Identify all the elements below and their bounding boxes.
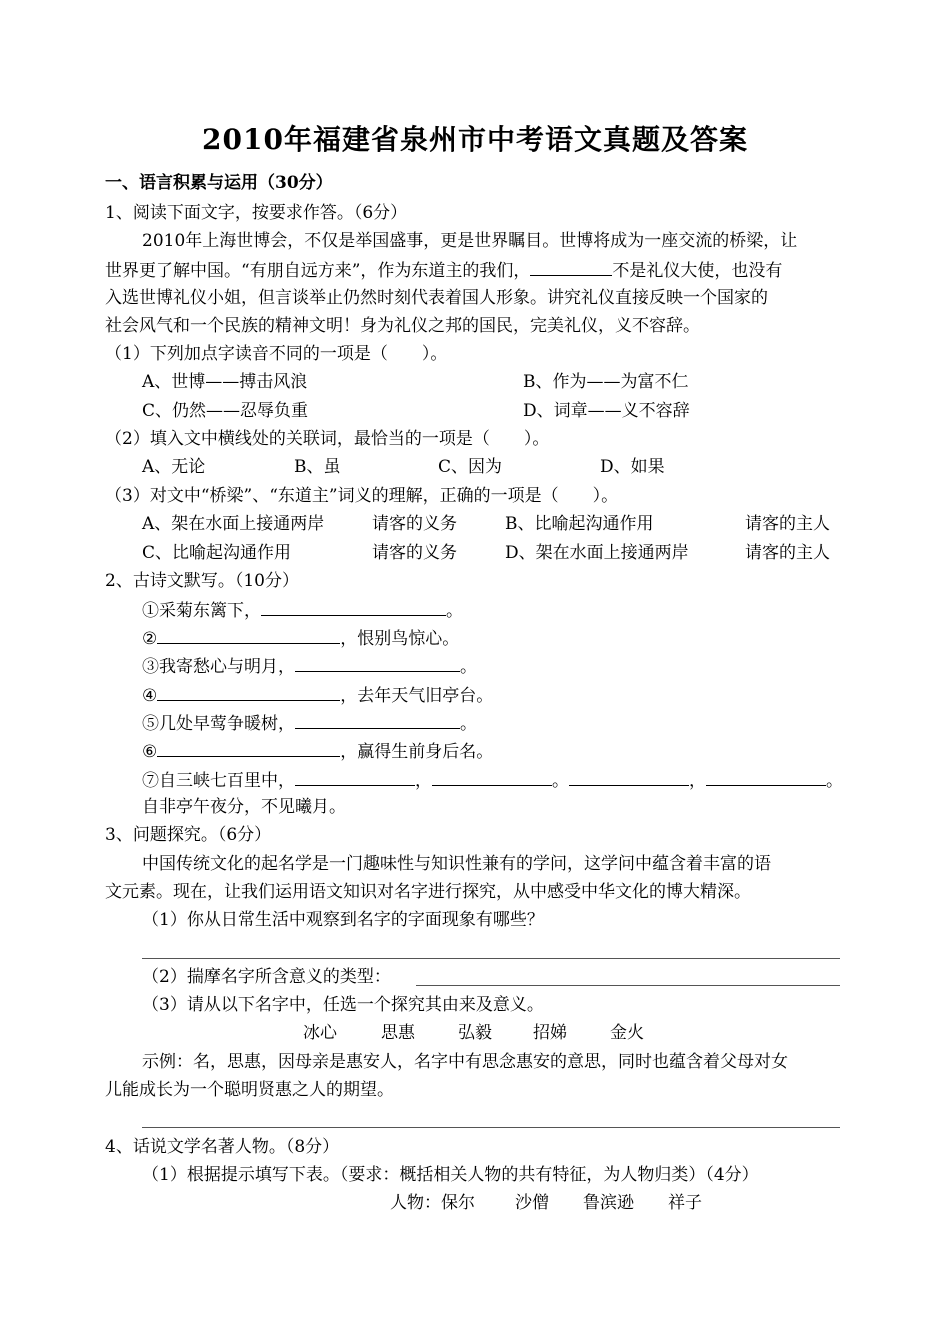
q1-sub3-option-b[interactable]: B、比喻起沟通作用 xyxy=(505,514,654,534)
q1-para-line-3: 入选世博礼仪小姐，但言谈举止仍然时刻代表着国人形象。讲究礼仪直接反映一个国家的 xyxy=(105,288,768,308)
q1-sub2-option-d[interactable]: D、如果 xyxy=(600,457,665,477)
q1-sub2-option-c[interactable]: C、因为 xyxy=(438,457,503,477)
q3-name-1: 冰心 xyxy=(303,1023,337,1043)
q3-sub1-answer-line[interactable] xyxy=(142,958,840,959)
q2-item-7-blank-2[interactable] xyxy=(432,769,552,786)
q1-sub3-option-b-meaning: 请客的主人 xyxy=(745,514,830,534)
q1-sub3-option-c[interactable]: C、比喻起沟通作用 xyxy=(142,543,292,563)
q1-sub3-option-a-meaning: 请客的义务 xyxy=(372,514,457,534)
q2-item-2: ② ，恨别鸟惊心。 xyxy=(142,629,460,649)
q1-sub3-option-a[interactable]: A、架在水面上接通两岸 xyxy=(142,514,325,534)
page-title: 2010年福建省泉州市中考语文真题及答案 xyxy=(202,123,748,156)
q3-sub1: （1）你从日常生活中观察到名字的字面现象有哪些？ xyxy=(142,910,544,930)
q2-item-7-blank-3[interactable] xyxy=(569,769,689,786)
q1-sub3: （3）对文中“桥梁”、“东道主”词义的理解，正确的一项是（ ）。 xyxy=(105,486,619,506)
q4-person-2: 沙僧 xyxy=(515,1193,549,1213)
q2-item-2-blank[interactable] xyxy=(157,627,340,644)
q2-header: 2、古诗文默写。（10分） xyxy=(105,571,299,591)
q3-name-5: 金火 xyxy=(610,1023,644,1043)
q2-item-1: ①采菊东篱下， 。 xyxy=(142,601,463,621)
q4-person-4: 祥子 xyxy=(668,1193,702,1213)
q2-item-7-tail: 自非亭午夜分，不见曦月。 xyxy=(142,797,346,817)
q1-sub3-option-d[interactable]: D、架在水面上接通两岸 xyxy=(505,543,689,563)
q1-sub1-option-c[interactable]: C、仍然——忍辱负重 xyxy=(142,401,309,421)
q1-sub2-option-a[interactable]: A、无论 xyxy=(142,457,206,477)
q3-name-2: 思惠 xyxy=(381,1023,415,1043)
q2-item-6: ⑥ ，赢得生前身后名。 xyxy=(142,742,494,762)
q3-sub2: （2）揣摩名字所含意义的类型： xyxy=(142,967,391,987)
q2-item-3-blank[interactable] xyxy=(295,655,460,672)
q3-sub3-answer-line[interactable] xyxy=(142,1127,840,1128)
q3-name-3: 弘毅 xyxy=(458,1023,492,1043)
q2-item-1-blank[interactable] xyxy=(261,599,446,616)
q2-item-4-blank[interactable] xyxy=(157,684,340,701)
q3-sub3: （3）请从以下名字中，任选一个探究其由来及意义。 xyxy=(142,995,544,1015)
q1-sub2: （2）填入文中横线处的关联词，最恰当的一项是（ ）。 xyxy=(105,429,550,449)
q1-sub2-option-b[interactable]: B、虽 xyxy=(294,457,341,477)
q2-item-5: ⑤几处早莺争暖树， 。 xyxy=(142,714,477,734)
q1-para-line-1: 2010年上海世博会，不仅是举国盛事，更是世界瞩目。世博将成为一座交流的桥梁，让 xyxy=(142,231,798,251)
q1-sub3-option-d-meaning: 请客的主人 xyxy=(745,543,830,563)
q1-para-line-2: 世界更了解中国。“有朋自远方来”，作为东道主的我们， 不是礼仪大使，也没有 xyxy=(105,261,783,281)
q4-header: 4、话说文学名著人物。（8分） xyxy=(105,1137,340,1157)
section-heading: 一、语言积累与运用（30分） xyxy=(105,173,333,193)
q2-item-7-blank-4[interactable] xyxy=(706,769,826,786)
q2-item-5-blank[interactable] xyxy=(295,712,460,729)
q3-name-4: 招娣 xyxy=(533,1023,567,1043)
q1-sub1-option-b[interactable]: B、作为——为富不仁 xyxy=(523,372,689,392)
q4-people-label: 人物：保尔 xyxy=(390,1193,475,1213)
q1-fill-blank[interactable] xyxy=(530,259,612,276)
q2-item-7-blank-1[interactable] xyxy=(295,769,415,786)
q3-para-line-2: 文元素。现在，让我们运用语文知识对名字进行探究，从中感受中华文化的博大精深。 xyxy=(105,882,751,902)
q2-item-6-blank[interactable] xyxy=(157,740,340,757)
q4-sub1: （1）根据提示填写下表。（要求：概括相关人物的共有特征，为人物归类）（4分） xyxy=(142,1165,759,1185)
q1-sub1-option-a[interactable]: A、世博——搏击风浪 xyxy=(142,372,308,392)
q1-sub1: （1）下列加点字读音不同的一项是（ ）。 xyxy=(105,344,448,364)
q3-para-line-1: 中国传统文化的起名学是一门趣味性与知识性兼有的学问，这学问中蕴含着丰富的语 xyxy=(142,854,771,874)
q4-person-3: 鲁滨逊 xyxy=(583,1193,634,1213)
q2-item-4: ④ ，去年天气旧亭台。 xyxy=(142,686,494,706)
q1-header: 1、阅读下面文字，按要求作答。（6分） xyxy=(105,203,408,223)
q3-sub2-answer-line[interactable] xyxy=(416,985,840,986)
q3-header: 3、问题探究。（6分） xyxy=(105,825,272,845)
q1-sub1-option-d[interactable]: D、词章——义不容辞 xyxy=(523,401,690,421)
q3-example-line-1: 示例：名，思惠，因母亲是惠安人，名字中有思念惠安的意思，同时也蕴含着父母对女 xyxy=(142,1052,788,1072)
q2-item-7: ⑦自三峡七百里中， ， 。 ， 。 xyxy=(142,771,843,791)
q1-sub3-option-c-meaning: 请客的义务 xyxy=(372,543,457,563)
q1-para-line-4: 社会风气和一个民族的精神文明！身为礼仪之邦的国民，完美礼仪，义不容辞。 xyxy=(105,316,700,336)
q2-item-3: ③我寄愁心与明月， 。 xyxy=(142,657,477,677)
q3-example-line-2: 儿能成长为一个聪明贤惠之人的期望。 xyxy=(105,1080,394,1100)
